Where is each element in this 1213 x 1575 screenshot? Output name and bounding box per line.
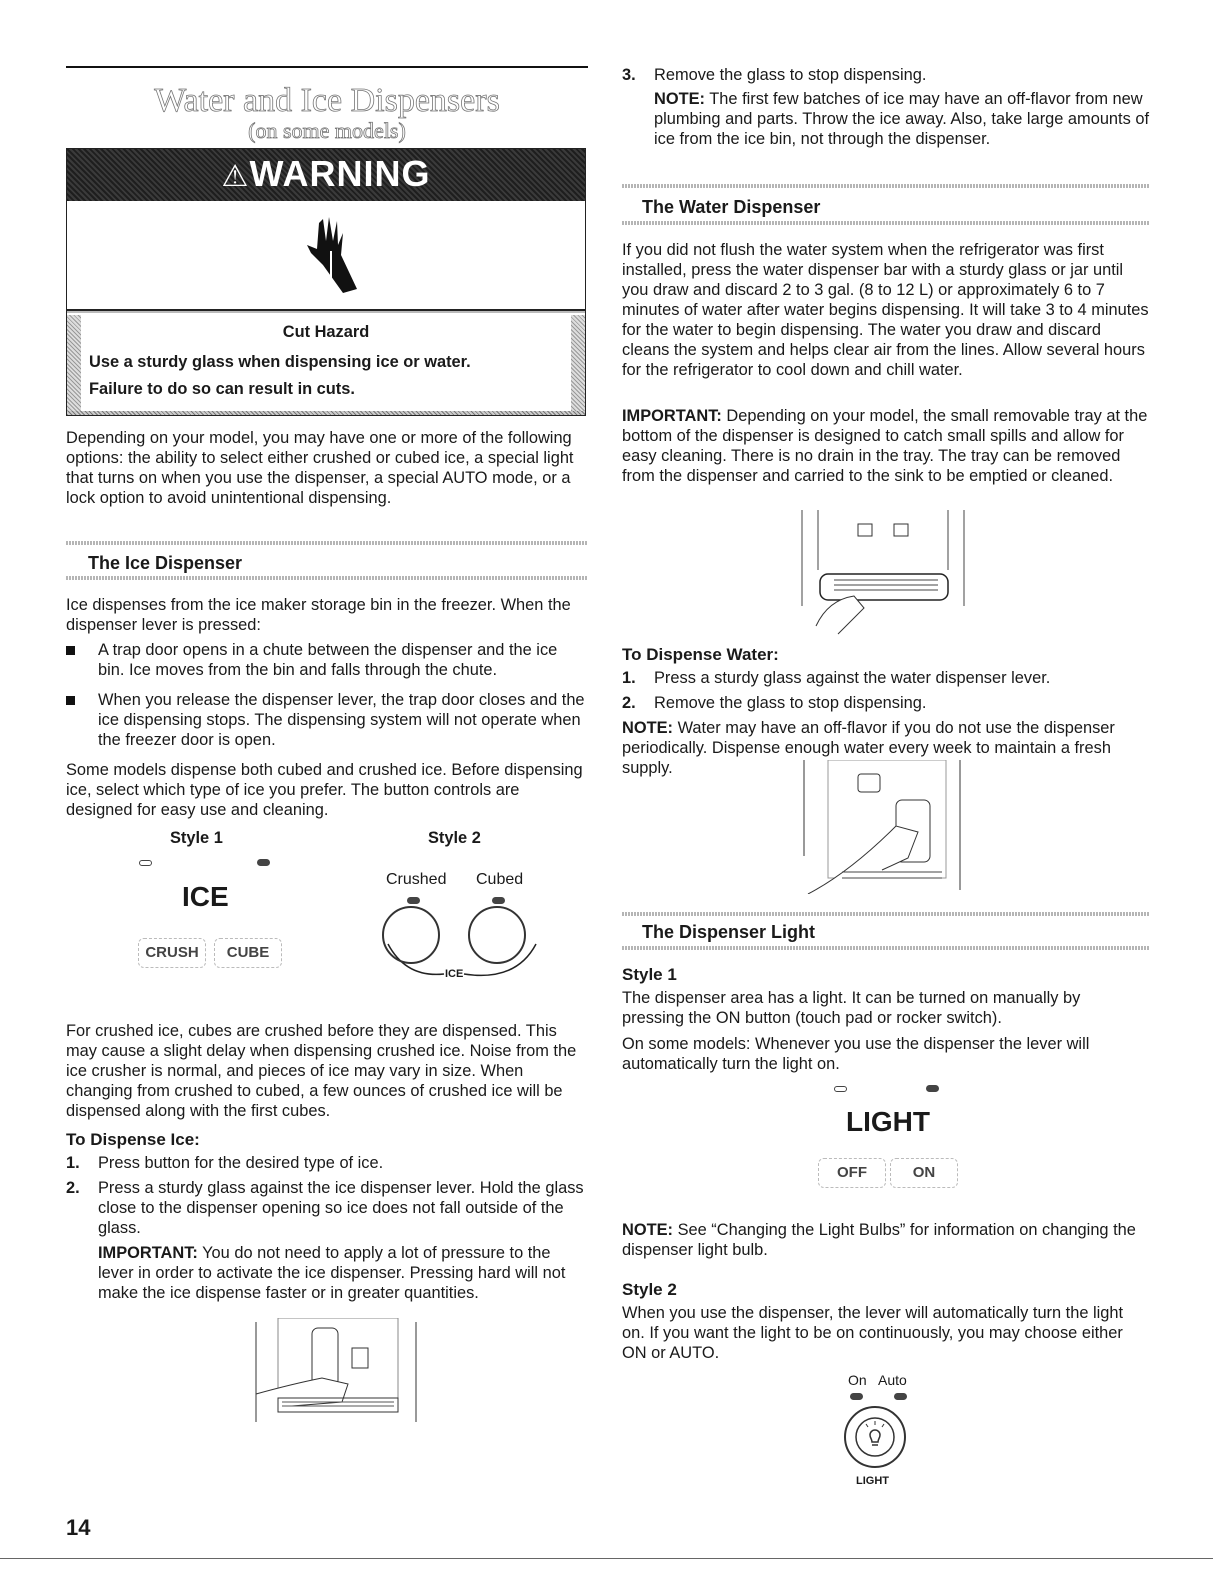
ice-dispenser-illustration <box>252 1318 422 1424</box>
step-text: Press a sturdy glass against the ice dispenser lever. Hold the glass close to the dispenser opening so ice does not fall outside of the glass. <box>98 1179 584 1237</box>
style-1-heading: Style 1 <box>622 965 677 984</box>
step-number: 1. <box>66 1154 80 1172</box>
list-item: A trap door opens in a chute between the dispenser and the ice bin. Ice moves from the bin and falls through the chute. <box>98 641 558 679</box>
important-note <box>622 406 1150 486</box>
dispense-water-heading: To Dispense Water: <box>622 645 779 664</box>
divider <box>622 912 1150 916</box>
on-label: On <box>848 1372 867 1388</box>
intro-paragraph: Depending on your model, you may have one or more of the following options: the ability to select either crushed or cubed ice, a special light that turns on when you use the dispenser, a special AUTO mode, or a lock option to avoid unintentional dispensing. <box>66 429 574 507</box>
divider <box>66 541 588 545</box>
indicator-icon <box>850 1393 863 1400</box>
auto-label: Auto <box>878 1372 907 1388</box>
dispenser-light-heading: The Dispenser Light <box>642 922 816 942</box>
indicator-icon <box>492 897 505 904</box>
ice-paragraph-2: Some models dispense both cubed and crushed ice. Before dispensing ice, select which type of ice you prefer. The button controls are designed for easy use and cleaning. <box>66 761 583 819</box>
divider <box>622 184 1150 188</box>
important-text: You do not need to apply a lot of pressure to the lever in order to activate the ice dispenser. Pressing hard will not make the ice dispense faster or in greater quantities. <box>98 1244 566 1302</box>
cubed-button[interactable] <box>468 906 526 964</box>
warning-label: WARNING <box>249 153 431 194</box>
note-text: See “Changing the Light Bulbs” for information on changing the dispenser light bulb. <box>622 1221 1136 1259</box>
panel-name: ICE <box>182 881 229 912</box>
ice-dispenser-heading: The Ice Dispenser <box>88 553 243 573</box>
light-button[interactable] <box>844 1406 906 1468</box>
light-paragraph-3: When you use the dispenser, the lever will automatically turn the light on. If you want the light to be on continuously, you may choose either ON or AUTO. <box>622 1304 1124 1362</box>
list-item: When you release the dispenser lever, the trap door closes and the ice dispensing stops. The dispensing system will not operate when the freezer door is open. <box>98 691 585 749</box>
note-label: NOTE: <box>622 1221 673 1239</box>
light-control-style-1 <box>810 1082 970 1192</box>
step-text: Press a sturdy glass against the water dispenser lever. <box>654 669 1051 687</box>
water-dispenser-heading: The Water Dispenser <box>642 197 821 217</box>
step-number: 2. <box>622 694 636 712</box>
bullet-icon <box>66 696 75 705</box>
hazard-title: Cut Hazard <box>282 323 370 341</box>
step-number: 2. <box>66 1179 80 1197</box>
page-number: 14 <box>66 1515 91 1540</box>
light-paragraph-1: The dispenser area has a light. It can be turned on manually by pressing the ON button (touch pad or rocker switch). <box>622 989 1081 1027</box>
divider <box>622 946 1150 950</box>
step-text: Remove the glass to stop dispensing. <box>654 694 927 712</box>
cut-hand-icon <box>293 211 363 295</box>
warning-line-1: Use a sturdy glass when dispensing ice or water. <box>89 353 471 371</box>
bullet-icon <box>66 646 75 655</box>
warning-triangle-icon: ⚠ <box>221 160 250 193</box>
light-control-style-2 <box>844 1372 934 1492</box>
water-paragraph-1: If you did not flush the water system when the refrigerator was first installed, press the water dispenser bar with a sturdy glass or jar until you draw and discard 2 to 3 gal. (8 to 12 L) or approximately 6 to 7 minutes of water after water begins dispensing. It will take 3 to 4 minutes for the water to begin dispensing. The water you draw and discard cleans the system and helps clear air from the lines. Allow several hours for the refrigerator to cool down and chill water. <box>622 241 1149 379</box>
note-text: The first few batches of ice may have an off-flavor from new plumbing and parts. Throw the ice away. Also, take large amounts of ice from the ice bin, not through the dispenser. <box>654 90 1150 148</box>
indicator-icon <box>926 1085 939 1092</box>
ice-control-style-1 <box>126 856 286 966</box>
crushed-label: Crushed <box>386 871 447 888</box>
cube-button[interactable] <box>214 938 282 968</box>
dispense-ice-heading: To Dispense Ice: <box>66 1130 200 1149</box>
bottom-rule <box>0 1558 1213 1559</box>
style-1-label: Style 1 <box>170 829 223 847</box>
ice-paragraph-1: Ice dispenses from the ice maker storage bin in the freezer. When the dispenser lever is pressed: <box>66 596 571 634</box>
panel-name: LIGHT <box>846 1106 930 1137</box>
step-number: 1. <box>622 669 636 687</box>
style-2-heading: Style 2 <box>622 1280 677 1299</box>
step-text: Press button for the desired type of ice. <box>98 1154 384 1172</box>
indicator-icon <box>834 1086 847 1092</box>
section-subtitle: (on some models) <box>248 118 406 143</box>
indicator-icon <box>139 860 152 866</box>
section-title: Water and Ice Dispensers <box>154 82 500 119</box>
ice-control-style-2 <box>366 870 556 990</box>
indicator-icon <box>894 1393 907 1400</box>
cubed-label: Cubed <box>476 871 524 888</box>
off-button[interactable] <box>818 1158 886 1188</box>
light-paragraph-2: On some models: Whenever you use the dispenser the lever will automatically turn the light on. <box>622 1035 1090 1073</box>
step-number: 3. <box>622 66 636 84</box>
indicator-icon <box>257 859 270 866</box>
top-rule <box>66 66 588 68</box>
note-text: Water may have an off-flavor if you do not use the dispenser periodically. Dispense enough water every week to maintain a fresh supply. <box>622 719 1115 777</box>
crushed-button[interactable] <box>382 906 440 964</box>
warning-box <box>66 148 586 416</box>
cube-button-label: CUBE <box>226 944 270 961</box>
important-note <box>98 1243 588 1303</box>
warning-banner <box>67 149 585 201</box>
divider <box>622 221 1150 225</box>
note-1 <box>654 89 1150 149</box>
note-label: NOTE: <box>654 90 705 108</box>
off-button-label: OFF <box>837 1164 867 1181</box>
step-text: Remove the glass to stop dispensing. <box>654 66 927 84</box>
crush-button[interactable] <box>138 938 206 968</box>
on-button-label: ON <box>912 1164 936 1181</box>
crush-button-label: CRUSH <box>145 944 199 961</box>
crush-paragraph: For crushed ice, cubes are crushed before they are dispensed. This may cause a slight delay when dispensing crushed ice. Noise from the ice crusher is normal, and pieces of ice may vary in size. When changing from crushed to cubed, a few ounces of crushed ice will be dispensed along with the first cubes. <box>66 1022 577 1120</box>
water-dispenser-illustration <box>802 760 972 894</box>
drip-tray-illustration <box>798 510 968 650</box>
important-label: IMPORTANT: <box>98 1244 198 1262</box>
divider <box>66 576 588 580</box>
panel-name: LIGHT <box>856 1475 889 1487</box>
note-label: NOTE: <box>622 719 673 737</box>
warning-line-2: Failure to do so can result in cuts. <box>89 380 355 398</box>
panel-name: ICE <box>445 968 464 980</box>
style-2-label: Style 2 <box>428 829 481 847</box>
important-label: IMPORTANT: <box>622 407 722 425</box>
indicator-icon <box>407 897 420 904</box>
note-3 <box>622 1220 1142 1260</box>
important-text: Depending on your model, the small removable tray at the bottom of the dispenser is designed to catch small spills and allow for easy cleaning. There is no drain in the tray. The tray can be removed from the dispenser and carried to the sink to be emptied or cleaned. <box>622 407 1148 485</box>
on-button[interactable] <box>890 1158 958 1188</box>
light-bulb-icon <box>853 1415 897 1459</box>
